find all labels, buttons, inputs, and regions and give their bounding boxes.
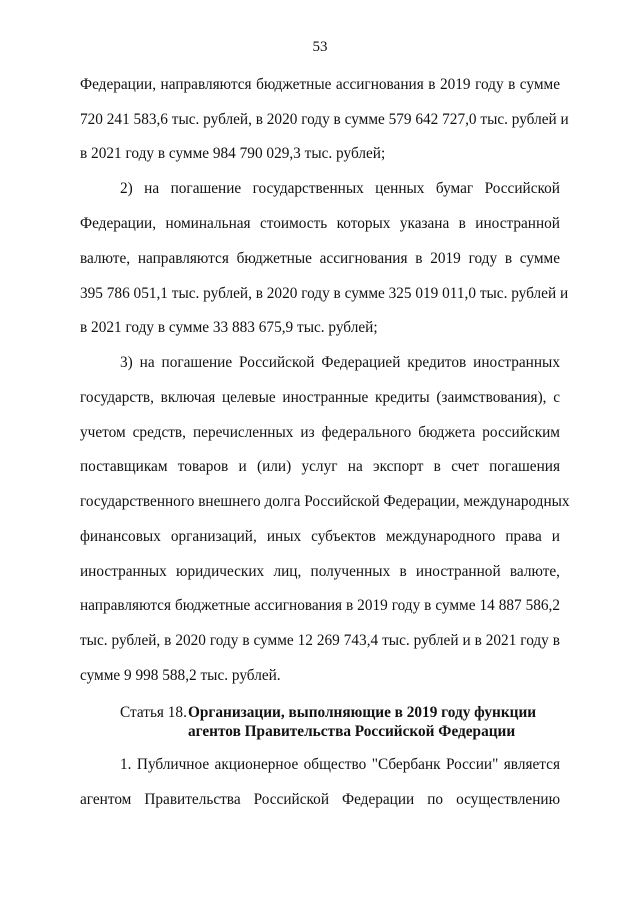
paragraph-4-line: 1. Публичное акционерное общество "Сбербанк России" является [120, 756, 560, 773]
paragraph-3-line: государственного внешнего долга Российской Федерации, международных [80, 493, 570, 510]
article-title-line: агентов Правительства Российской Федерации [188, 723, 516, 740]
page-number: 53 [312, 39, 328, 55]
paragraph-1-line: в 2021 году в сумме 984 790 029,3 тыс. рублей; [80, 145, 386, 162]
paragraph-3-line: направляются бюджетные ассигнования в 2019 году в сумме 14 887 586,2 [80, 597, 560, 614]
paragraph-2-line: 2) на погашение государственных ценных бумаг Российской [120, 180, 560, 197]
paragraph-2-line: Федерации, номинальная стоимость которых указана в иностранной [80, 215, 560, 232]
paragraph-3-line: иностранных юридических лиц, полученных в иностранной валюте, [80, 563, 560, 580]
paragraph-3-line: тыс. рублей, в 2020 году в сумме 12 269 743,4 тыс. рублей и в 2021 году в [80, 632, 560, 649]
paragraph-2-line: валюте, направляются бюджетные ассигнования в 2019 году в сумме [80, 250, 560, 267]
article-title [188, 703, 568, 741]
paragraph-4-line: агентом Правительства Российской Федерации по осуществлению [80, 791, 560, 808]
paragraph-3-line: учетом средств, перечисленных из федерального бюджета российским [80, 424, 560, 441]
paragraph-1-line: Федерации, направляются бюджетные ассигнования в 2019 году в сумме [80, 76, 560, 93]
paragraph-2-line: 395 786 051,1 тыс. рублей, в 2020 году в сумме 325 019 011,0 тыс. рублей и [80, 285, 569, 302]
paragraph-3-line: 3) на погашение Российской Федерацией кредитов иностранных [120, 354, 560, 371]
paragraph-3-line: сумме 9 998 588,2 тыс. рублей. [80, 667, 281, 684]
paragraph-3-line: государств, включая целевые иностранные кредиты (заимствования), с [80, 389, 560, 406]
article-label: Статья 18. [120, 704, 187, 721]
paragraph-3-line: финансовых организаций, иных субъектов международного права и [80, 528, 560, 545]
article-title-line: Организации, выполняющие в 2019 году функции [188, 704, 537, 721]
paragraph-2-line: в 2021 году в сумме 33 883 675,9 тыс. рублей; [80, 319, 378, 336]
paragraph-1-line: 720 241 583,6 тыс. рублей, в 2020 году в сумме 579 642 727,0 тыс. рублей и [80, 111, 569, 128]
paragraph-3-line: поставщикам товаров и (или) услуг на экспорт в счет погашения [80, 458, 560, 475]
